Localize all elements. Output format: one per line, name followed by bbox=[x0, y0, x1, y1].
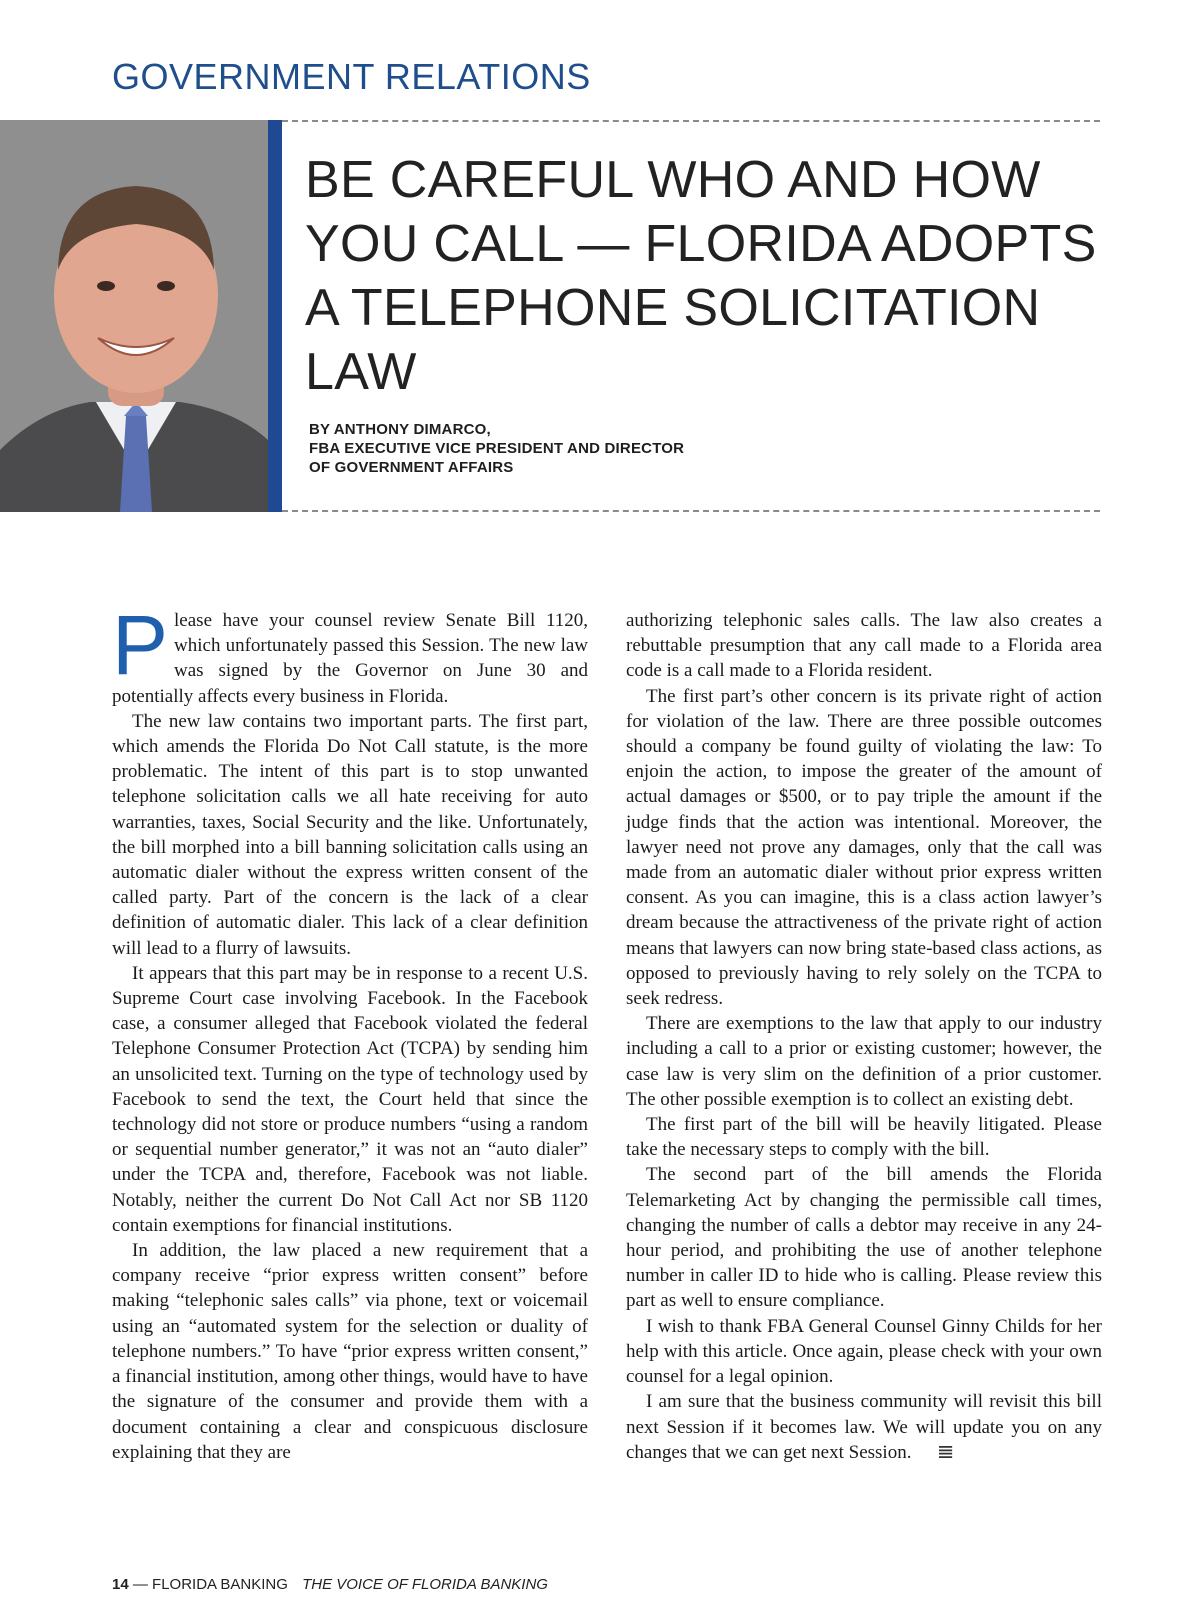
paragraph: The first part’s other concern is its private right of action for violation of the law. There are three possible outcomes should a company be found guilty of violating the law: To enjoin the action, to impose the greater of the amount of actual damages or $500, or to pay triple the amount if the judge finds that the action was intentional. Moreover, the lawyer need not prove any damages, only that the call was made from an automatic dialer without prior express written consent. As you can imagine, this is a class action lawyer’s dream because the attractiveness of the private right of action means that lawyers can now bring state-based class actions, as opposed to previously having to rely solely on the TCPA to seek redress. bbox=[626, 685, 1102, 1010]
accent-bar bbox=[268, 120, 282, 512]
article-column-left bbox=[112, 598, 588, 1465]
paragraph: The new law contains two important parts. The first part, which amends the Florida Do Not Call statute, is the more problematic. The intent of this part is to stop unwanted telephone solicitation calls we all hate receiving for auto warranties, taxes, Social Security and the like. Unfortunately, the bill morphed into a bill banning solicitation calls using an automatic dialer without the express written consent of the called party. Part of the concern is the lack of a clear definition of automatic dialer. This lack of a clear definition will lead to a flurry of lawsuits. bbox=[112, 710, 588, 959]
paragraph-text: lease have your counsel review Senate Bill 1120, which unfortunately passed this Session. The new law was signed by the Governor on June 30 and potentially affects every business in Florida. bbox=[112, 610, 588, 707]
byline bbox=[309, 420, 684, 477]
page-footer bbox=[112, 1576, 548, 1593]
byline-title-cont: OF GOVERNMENT AFFAIRS bbox=[309, 459, 514, 476]
dashed-divider-bottom bbox=[282, 510, 1100, 512]
publication-name: — FLORIDA BANKING bbox=[132, 1576, 288, 1593]
paragraph: In addition, the law placed a new requirement that a company receive “prior express written consent” before making “telephonic sales calls” via phone, text or voicemail using an “automated system for the selection or duality of telephone numbers.” To have “prior express written consent,” a financial institution, among other things, would have to have the signature of the consumer and provide them with a document containing a clear and conspicuous disclosure explaining that they are bbox=[112, 1240, 588, 1463]
byline-author: BY ANTHONY DIMARCO, bbox=[309, 421, 491, 438]
paragraph: It appears that this part may be in response to a recent U.S. Supreme Court case involving Facebook. In the Facebook case, a consumer alleged that Facebook violated the federal Telephone Consumer Protection Act (TCPA) by sending him an unsolicited text. Turning on the type of technology used by Facebook to send the text, the Court held that since the technology did not store or produce numbers “using a random or sequential number generator,” it was not an “auto dialer” under the TCPA and, therefore, Facebook was not liable. Notably, neither the current Do Not Call Act nor SB 1120 contain exemptions for financial institutions. bbox=[112, 962, 588, 1236]
paragraph: authorizing telephonic sales calls. The law also creates a rebuttable presumption that any call made to a Florida area code is a call made to a Florida resident. bbox=[626, 610, 1102, 682]
byline-title: FBA EXECUTIVE VICE PRESIDENT AND DIRECTOR bbox=[309, 440, 685, 457]
paragraph: I wish to thank FBA General Counsel Ginny Childs for her help with this article. Once again, please check with your own counsel for a legal opinion. bbox=[626, 1315, 1102, 1388]
drop-cap: P bbox=[112, 598, 169, 692]
paragraph: The first part of the bill will be heavily litigated. Please take the necessary steps to comply with the bill. bbox=[626, 1114, 1102, 1161]
paragraph-text: I am sure that the business community will revisit this bill next Session if it becomes law. We will update you on any changes that we can get next Session. bbox=[626, 1391, 1102, 1463]
paragraph: The second part of the bill amends the Florida Telemarketing Act by changing the permissible call times, changing the number of calls a debtor may receive in any 24-hour period, and prohibiting the use of another telephone number in caller ID to hide who is calling. Please review this part as well to ensure compliance. bbox=[626, 1164, 1102, 1312]
paragraph: There are exemptions to the law that apply to our industry including a call to a prior or existing customer; however, the case law is very slim on the definition of a prior customer. The other possible exemption is to collect an existing debt. bbox=[626, 1013, 1102, 1110]
article-headline: BE CAREFUL WHO AND HOW YOU CALL — FLORIDA ADOPTS A TELEPHONE SOLICITATION LAW bbox=[305, 151, 1097, 401]
paragraph bbox=[112, 598, 588, 709]
paragraph bbox=[626, 1389, 1102, 1465]
section-label: GOVERNMENT RELATIONS bbox=[112, 56, 591, 97]
article-column-right bbox=[626, 608, 1102, 1465]
fba-column-logo-icon: 𝌆 bbox=[937, 1441, 954, 1463]
page-number: 14 bbox=[112, 1576, 129, 1593]
author-photo bbox=[0, 120, 268, 512]
publication-tagline: THE VOICE OF FLORIDA BANKING bbox=[302, 1576, 548, 1593]
dashed-divider-top bbox=[282, 120, 1100, 122]
